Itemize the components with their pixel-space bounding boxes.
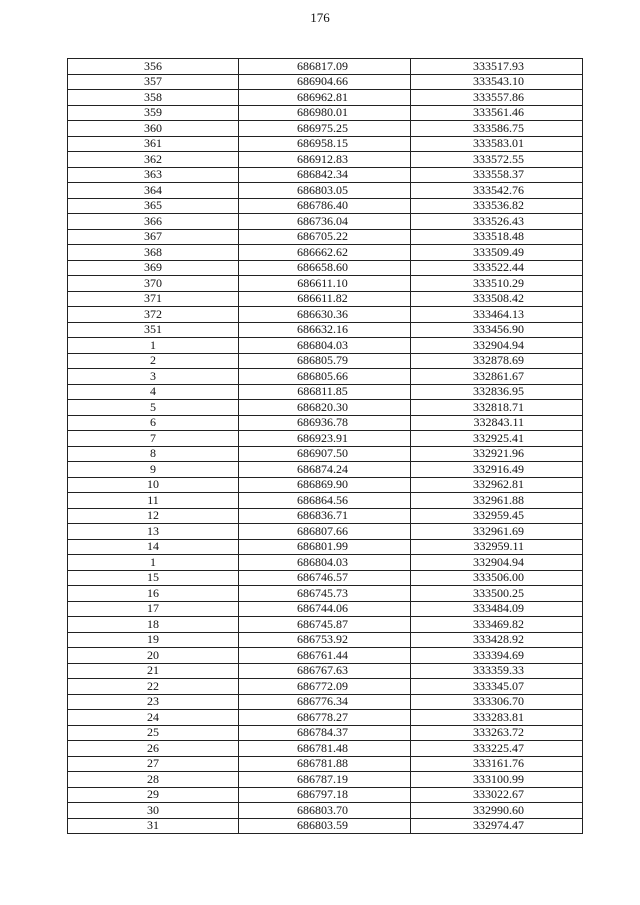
x-coordinate-cell: 686611.10 xyxy=(239,276,411,292)
point-number-cell: 8 xyxy=(68,446,239,462)
point-number-cell: 5 xyxy=(68,400,239,416)
y-coordinate-cell: 332818.71 xyxy=(411,400,583,416)
point-number-cell: 370 xyxy=(68,276,239,292)
table-row xyxy=(68,493,583,509)
y-coordinate-cell: 333518.48 xyxy=(411,229,583,245)
point-number-cell: 20 xyxy=(68,648,239,664)
x-coordinate-cell: 686980.01 xyxy=(239,105,411,121)
x-coordinate-cell: 686753.92 xyxy=(239,632,411,648)
y-coordinate-cell: 333572.55 xyxy=(411,152,583,168)
table-row xyxy=(68,214,583,230)
point-number-cell: 357 xyxy=(68,74,239,90)
y-coordinate-cell: 332961.88 xyxy=(411,493,583,509)
point-number-cell: 360 xyxy=(68,121,239,137)
x-coordinate-cell: 686744.06 xyxy=(239,601,411,617)
table-row xyxy=(68,632,583,648)
y-coordinate-cell: 332962.81 xyxy=(411,477,583,493)
point-number-cell: 363 xyxy=(68,167,239,183)
table-row xyxy=(68,400,583,416)
point-number-cell: 359 xyxy=(68,105,239,121)
point-number-cell: 10 xyxy=(68,477,239,493)
x-coordinate-cell: 686962.81 xyxy=(239,90,411,106)
point-number-cell: 358 xyxy=(68,90,239,106)
y-coordinate-cell: 333283.81 xyxy=(411,710,583,726)
y-coordinate-cell: 333359.33 xyxy=(411,663,583,679)
point-number-cell: 30 xyxy=(68,803,239,819)
y-coordinate-cell: 333561.46 xyxy=(411,105,583,121)
y-coordinate-cell: 333506.00 xyxy=(411,570,583,586)
x-coordinate-cell: 686803.05 xyxy=(239,183,411,199)
x-coordinate-cell: 686786.40 xyxy=(239,198,411,214)
y-coordinate-cell: 333306.70 xyxy=(411,694,583,710)
x-coordinate-cell: 686658.60 xyxy=(239,260,411,276)
point-number-cell: 367 xyxy=(68,229,239,245)
x-coordinate-cell: 686662.62 xyxy=(239,245,411,261)
table-row xyxy=(68,725,583,741)
table-row xyxy=(68,477,583,493)
y-coordinate-cell: 332961.69 xyxy=(411,524,583,540)
table-row xyxy=(68,787,583,803)
point-number-cell: 368 xyxy=(68,245,239,261)
y-coordinate-cell: 333469.82 xyxy=(411,617,583,633)
y-coordinate-cell: 333484.09 xyxy=(411,601,583,617)
y-coordinate-cell: 333394.69 xyxy=(411,648,583,664)
point-number-cell: 1 xyxy=(68,338,239,354)
table-row xyxy=(68,229,583,245)
y-coordinate-cell: 333161.76 xyxy=(411,756,583,772)
point-number-cell: 18 xyxy=(68,617,239,633)
table-row xyxy=(68,710,583,726)
table-row xyxy=(68,601,583,617)
point-number-cell: 27 xyxy=(68,756,239,772)
point-number-cell: 7 xyxy=(68,431,239,447)
point-number-cell: 13 xyxy=(68,524,239,540)
y-coordinate-cell: 332916.49 xyxy=(411,462,583,478)
point-number-cell: 25 xyxy=(68,725,239,741)
x-coordinate-cell: 686805.66 xyxy=(239,369,411,385)
point-number-cell: 6 xyxy=(68,415,239,431)
x-coordinate-cell: 686836.71 xyxy=(239,508,411,524)
x-coordinate-cell: 686804.03 xyxy=(239,555,411,571)
table-row xyxy=(68,90,583,106)
x-coordinate-cell: 686776.34 xyxy=(239,694,411,710)
x-coordinate-cell: 686958.15 xyxy=(239,136,411,152)
table-row xyxy=(68,555,583,571)
x-coordinate-cell: 686767.63 xyxy=(239,663,411,679)
y-coordinate-cell: 332959.11 xyxy=(411,539,583,555)
table-row xyxy=(68,741,583,757)
x-coordinate-cell: 686745.73 xyxy=(239,586,411,602)
table-row xyxy=(68,648,583,664)
x-coordinate-cell: 686803.70 xyxy=(239,803,411,819)
point-number-cell: 369 xyxy=(68,260,239,276)
table-row xyxy=(68,322,583,338)
point-number-cell: 9 xyxy=(68,462,239,478)
x-coordinate-cell: 686787.19 xyxy=(239,772,411,788)
point-number-cell: 26 xyxy=(68,741,239,757)
x-coordinate-cell: 686807.66 xyxy=(239,524,411,540)
table-row xyxy=(68,59,583,75)
point-number-cell: 1 xyxy=(68,555,239,571)
y-coordinate-cell: 333022.67 xyxy=(411,787,583,803)
x-coordinate-cell: 686864.56 xyxy=(239,493,411,509)
table-row xyxy=(68,74,583,90)
table-row xyxy=(68,524,583,540)
y-coordinate-cell: 333542.76 xyxy=(411,183,583,199)
table-row xyxy=(68,679,583,695)
table-row xyxy=(68,167,583,183)
table-row xyxy=(68,136,583,152)
y-coordinate-cell: 333517.93 xyxy=(411,59,583,75)
table-row xyxy=(68,431,583,447)
point-number-cell: 14 xyxy=(68,539,239,555)
y-coordinate-cell: 333263.72 xyxy=(411,725,583,741)
x-coordinate-cell: 686874.24 xyxy=(239,462,411,478)
y-coordinate-cell: 333526.43 xyxy=(411,214,583,230)
table-row xyxy=(68,446,583,462)
x-coordinate-cell: 686797.18 xyxy=(239,787,411,803)
point-number-cell: 19 xyxy=(68,632,239,648)
table-row xyxy=(68,570,583,586)
point-number-cell: 361 xyxy=(68,136,239,152)
table-row xyxy=(68,105,583,121)
x-coordinate-cell: 686975.25 xyxy=(239,121,411,137)
y-coordinate-cell: 333225.47 xyxy=(411,741,583,757)
x-coordinate-cell: 686611.82 xyxy=(239,291,411,307)
y-coordinate-cell: 332904.94 xyxy=(411,338,583,354)
y-coordinate-cell: 333464.13 xyxy=(411,307,583,323)
x-coordinate-cell: 686781.88 xyxy=(239,756,411,772)
point-number-cell: 22 xyxy=(68,679,239,695)
table-row xyxy=(68,183,583,199)
x-coordinate-cell: 686801.99 xyxy=(239,539,411,555)
y-coordinate-cell: 333543.10 xyxy=(411,74,583,90)
table-row xyxy=(68,152,583,168)
y-coordinate-cell: 332959.45 xyxy=(411,508,583,524)
x-coordinate-cell: 686778.27 xyxy=(239,710,411,726)
y-coordinate-cell: 332861.67 xyxy=(411,369,583,385)
x-coordinate-cell: 686923.91 xyxy=(239,431,411,447)
table-row xyxy=(68,756,583,772)
table-row xyxy=(68,353,583,369)
x-coordinate-cell: 686869.90 xyxy=(239,477,411,493)
x-coordinate-cell: 686805.79 xyxy=(239,353,411,369)
table-row xyxy=(68,462,583,478)
table-row xyxy=(68,307,583,323)
point-number-cell: 372 xyxy=(68,307,239,323)
table-row xyxy=(68,338,583,354)
table-row xyxy=(68,694,583,710)
x-coordinate-cell: 686736.04 xyxy=(239,214,411,230)
table-row xyxy=(68,121,583,137)
x-coordinate-cell: 686746.57 xyxy=(239,570,411,586)
point-number-cell: 356 xyxy=(68,59,239,75)
x-coordinate-cell: 686745.87 xyxy=(239,617,411,633)
y-coordinate-cell: 332878.69 xyxy=(411,353,583,369)
x-coordinate-cell: 686705.22 xyxy=(239,229,411,245)
y-coordinate-cell: 332925.41 xyxy=(411,431,583,447)
x-coordinate-cell: 686632.16 xyxy=(239,322,411,338)
y-coordinate-cell: 333510.29 xyxy=(411,276,583,292)
point-number-cell: 12 xyxy=(68,508,239,524)
point-number-cell: 11 xyxy=(68,493,239,509)
point-number-cell: 366 xyxy=(68,214,239,230)
table-row xyxy=(68,803,583,819)
y-coordinate-cell: 333456.90 xyxy=(411,322,583,338)
table-row xyxy=(68,291,583,307)
y-coordinate-cell: 333500.25 xyxy=(411,586,583,602)
x-coordinate-cell: 686907.50 xyxy=(239,446,411,462)
x-coordinate-cell: 686936.78 xyxy=(239,415,411,431)
x-coordinate-cell: 686804.03 xyxy=(239,338,411,354)
x-coordinate-cell: 686761.44 xyxy=(239,648,411,664)
y-coordinate-cell: 333100.99 xyxy=(411,772,583,788)
coordinates-table xyxy=(67,58,583,834)
x-coordinate-cell: 686820.30 xyxy=(239,400,411,416)
point-number-cell: 2 xyxy=(68,353,239,369)
y-coordinate-cell: 332921.96 xyxy=(411,446,583,462)
y-coordinate-cell: 332974.47 xyxy=(411,818,583,834)
point-number-cell: 4 xyxy=(68,384,239,400)
point-number-cell: 351 xyxy=(68,322,239,338)
point-number-cell: 23 xyxy=(68,694,239,710)
x-coordinate-cell: 686772.09 xyxy=(239,679,411,695)
table-row xyxy=(68,508,583,524)
point-number-cell: 15 xyxy=(68,570,239,586)
table-row xyxy=(68,260,583,276)
x-coordinate-cell: 686817.09 xyxy=(239,59,411,75)
y-coordinate-cell: 333536.82 xyxy=(411,198,583,214)
x-coordinate-cell: 686803.59 xyxy=(239,818,411,834)
table-row xyxy=(68,415,583,431)
y-coordinate-cell: 333583.01 xyxy=(411,136,583,152)
x-coordinate-cell: 686781.48 xyxy=(239,741,411,757)
point-number-cell: 17 xyxy=(68,601,239,617)
table-row xyxy=(68,198,583,214)
table-row xyxy=(68,539,583,555)
x-coordinate-cell: 686784.37 xyxy=(239,725,411,741)
y-coordinate-cell: 333557.86 xyxy=(411,90,583,106)
table-row xyxy=(68,276,583,292)
y-coordinate-cell: 332904.94 xyxy=(411,555,583,571)
point-number-cell: 371 xyxy=(68,291,239,307)
page-number: 176 xyxy=(310,10,330,25)
point-number-cell: 365 xyxy=(68,198,239,214)
table-row xyxy=(68,384,583,400)
y-coordinate-cell: 332990.60 xyxy=(411,803,583,819)
y-coordinate-cell: 333345.07 xyxy=(411,679,583,695)
x-coordinate-cell: 686630.36 xyxy=(239,307,411,323)
point-number-cell: 24 xyxy=(68,710,239,726)
table-row xyxy=(68,772,583,788)
y-coordinate-cell: 332836.95 xyxy=(411,384,583,400)
point-number-cell: 16 xyxy=(68,586,239,602)
y-coordinate-cell: 333522.44 xyxy=(411,260,583,276)
table-row xyxy=(68,586,583,602)
table-row xyxy=(68,245,583,261)
point-number-cell: 28 xyxy=(68,772,239,788)
y-coordinate-cell: 333509.49 xyxy=(411,245,583,261)
y-coordinate-cell: 333428.92 xyxy=(411,632,583,648)
y-coordinate-cell: 333586.75 xyxy=(411,121,583,137)
point-number-cell: 364 xyxy=(68,183,239,199)
y-coordinate-cell: 333558.37 xyxy=(411,167,583,183)
table-row xyxy=(68,818,583,834)
x-coordinate-cell: 686811.85 xyxy=(239,384,411,400)
point-number-cell: 31 xyxy=(68,818,239,834)
point-number-cell: 21 xyxy=(68,663,239,679)
x-coordinate-cell: 686904.66 xyxy=(239,74,411,90)
x-coordinate-cell: 686842.34 xyxy=(239,167,411,183)
point-number-cell: 362 xyxy=(68,152,239,168)
table-row xyxy=(68,617,583,633)
y-coordinate-cell: 332843.11 xyxy=(411,415,583,431)
table-row xyxy=(68,369,583,385)
y-coordinate-cell: 333508.42 xyxy=(411,291,583,307)
point-number-cell: 29 xyxy=(68,787,239,803)
table-row xyxy=(68,663,583,679)
x-coordinate-cell: 686912.83 xyxy=(239,152,411,168)
point-number-cell: 3 xyxy=(68,369,239,385)
coordinates-table-body xyxy=(68,59,583,834)
